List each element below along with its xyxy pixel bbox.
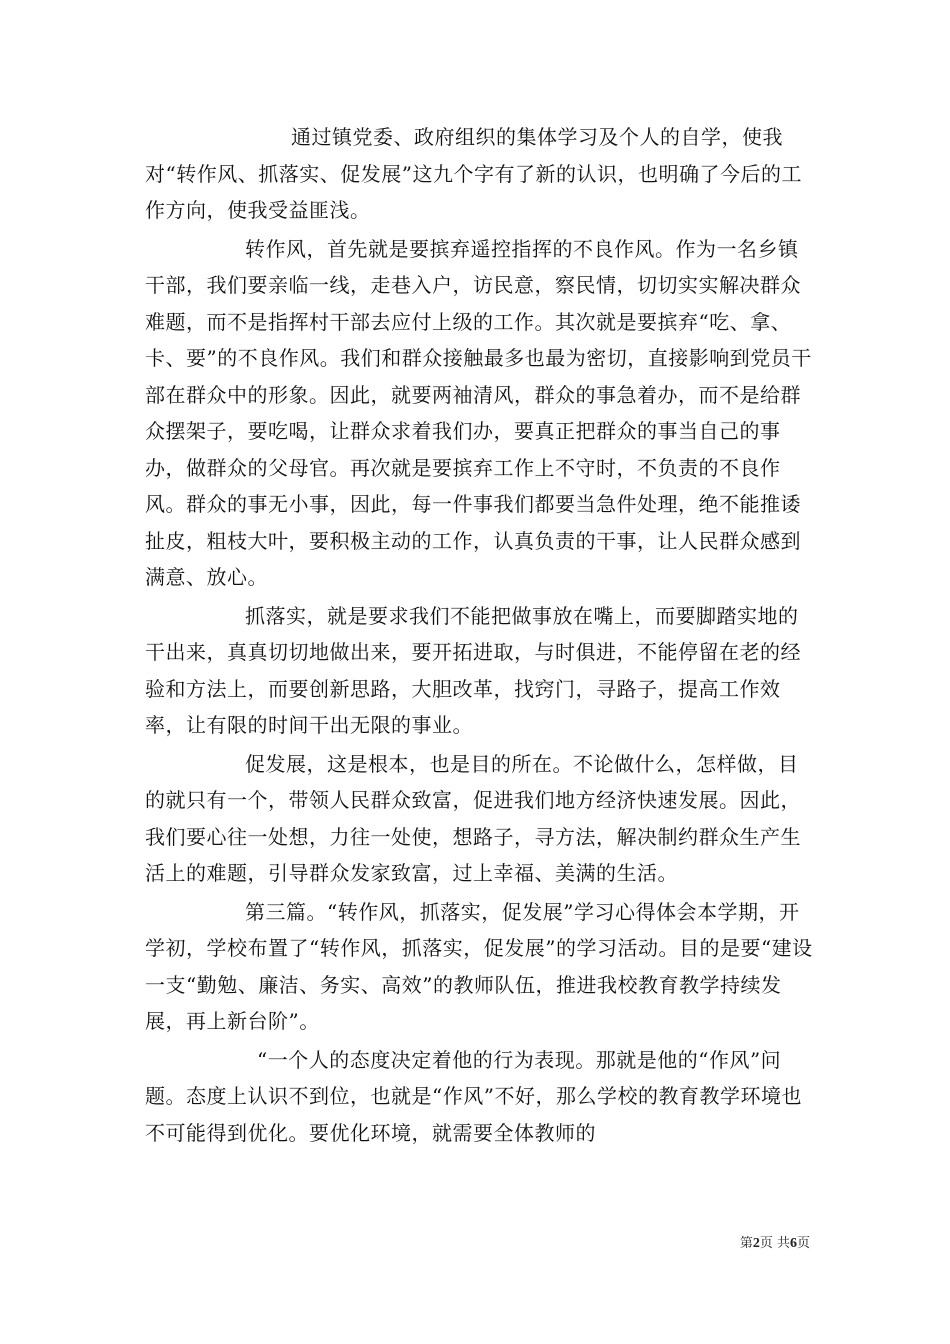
paragraph-6: “一个人的态度决定着他的行为表现。那就是他的“作风”问题。态度上认识不到位，也就是“作风”不好，那么学校的教育教学环境也不可能得到优化。要优化环境，就需要全体教师的 — [145, 1047, 802, 1145]
footer-prefix: 第 — [739, 1236, 753, 1251]
paragraph-4: 促发展，这是根本，也是目的所在。不论做什么，怎样做，目的就只有一个，带领人民群众致富，促进我们地方经济快速发展。因此，我们要心往一处想，力往一处使，想路子，寻方法，解决制约群众生产生活上的难题，引导群众发家致富，过上幸福、美满的生活。 — [145, 751, 801, 885]
paragraph-1: 通过镇党委、政府组织的集体学习及个人的自学，使我对“转作风、抓落实、促发展”这九个字有了新的认识，也明确了今后的工作方向，使我受益匪浅。 — [145, 125, 802, 222]
current-page-number: 2 — [752, 1236, 760, 1251]
body-text — [145, 119, 815, 1153]
footer-suffix: 页 — [796, 1236, 810, 1251]
footer-middle: 页 共 — [759, 1236, 790, 1251]
total-page-number: 6 — [789, 1236, 797, 1251]
paragraph-3: 抓落实，就是要求我们不能把做事放在嘴上，而要脚踏实地的干出来，真真切切地做出来，要开拓进取，与时俱进，不能停留在老的经验和方法上，而要创新思路，大胆改革，找窍门，寻路子，提高工作效率，让有限的时间干出无限的事业。 — [145, 603, 801, 737]
page-footer — [740, 1232, 810, 1252]
paragraph-5: 第三篇。“转作风，抓落实，促发展”学习心得体会本学期，开学初，学校布置了“转作风，抓落实，促发展”的学习活动。目的是要“建设一支“勤勉、廉洁、务实、高效”的教师队伍，推进我校教育教学持续发展，再上新台阶”。 — [145, 899, 813, 1033]
paragraph-2: 转作风，首先就是要摈弃遥控指挥的不良作风。作为一名乡镇干部，我们要亲临一线，走巷入户，访民意，察民情，切切实实解决群众难题，而不是指挥村干部去应付上级的工作。其次就是要摈弃“吃、拿、卡、要”的不良作风。我们和群众接触最多也最为密切，直接影响到党员干部在群众中的形象。因此，就要两袖清风，群众的事急着办，而不是给群众摆架子，要吃喝，让群众求着我们办，要真正把群众的事当自己的事办，做群众的父母官。再次就是要摈弃工作上不守时，不负责的不良作风。群众的事无小事，因此，每一件事我们都要当急件处理，绝不能推诿扯皮，粗枝大叶，要积极主动的工作，认真负责的干事，让人民群众感到满意、放心。 — [145, 236, 812, 589]
